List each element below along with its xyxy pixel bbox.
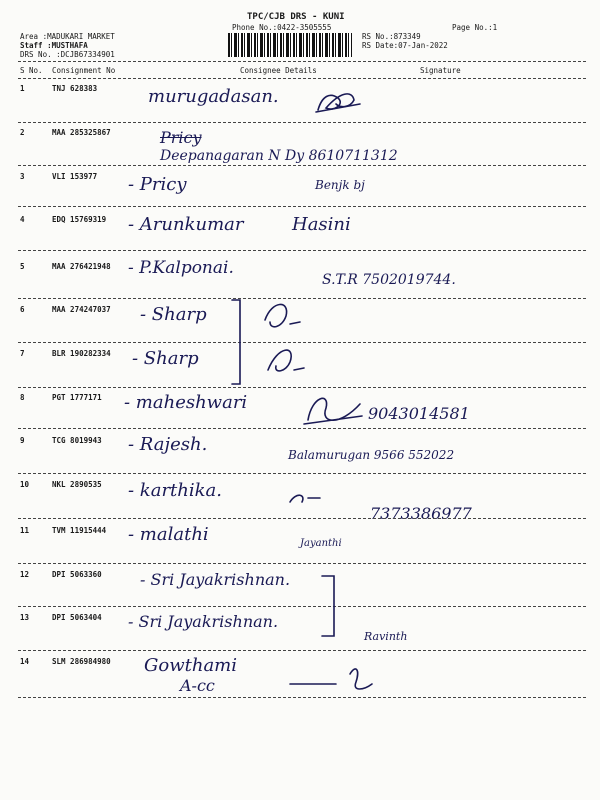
row-sno: 11 xyxy=(20,526,30,535)
row-consignee: - Pricy xyxy=(128,174,187,195)
row-consignment: MAA 285325867 xyxy=(52,128,111,137)
col-consignee: Consignee Details xyxy=(240,66,317,75)
rs-number: RS No.:873349 xyxy=(362,32,421,41)
row-consignee: - Sharp xyxy=(140,304,207,325)
row-consignee: - malathi xyxy=(128,524,209,545)
row-consignee: Pricy xyxy=(160,128,202,147)
rs-date: RS Date:07-Jan-2022 xyxy=(362,41,448,50)
bracket-line xyxy=(322,576,334,636)
row-sno: 7 xyxy=(20,349,25,358)
row-consignment: TNJ 628383 xyxy=(52,84,98,93)
row-consignment: BLR 190282334 xyxy=(52,349,111,358)
row-note: S.T.R 7502019744. xyxy=(322,272,456,288)
row-sno: 5 xyxy=(20,262,25,271)
row-consignee: Gowthami xyxy=(144,655,238,676)
row-consignee: - Sri Jayakrishnan. xyxy=(140,570,291,589)
row-consignment: NKL 2890535 xyxy=(52,480,102,489)
row-consignment: TVM 11915444 xyxy=(52,526,107,535)
row-consignment: MAA 276421948 xyxy=(52,262,111,271)
row-consignee: - Arunkumar xyxy=(128,214,244,235)
row-sno: 14 xyxy=(20,657,30,666)
col-signature: Signature xyxy=(420,66,461,75)
row-consignment: VLI 153977 xyxy=(52,172,98,181)
row-note: Ravinth xyxy=(364,630,408,643)
area-label: Area :MADUKARI MARKET xyxy=(20,32,115,41)
row-note: Hasini xyxy=(292,214,351,235)
row-consignment: DPI 5063360 xyxy=(52,570,102,579)
row-consignee: - maheshwari xyxy=(124,392,248,413)
document-title: TPC/CJB DRS - KUNI xyxy=(247,12,345,22)
row-note: 7373386977 xyxy=(370,504,472,523)
page-number: Page No.:1 xyxy=(452,23,498,32)
row-sno: 3 xyxy=(20,172,25,181)
row-consignment: SLM 286984980 xyxy=(52,657,111,666)
row-sno: 12 xyxy=(20,570,30,579)
signature-7 xyxy=(268,350,304,371)
row-consignee: - Sri Jayakrishnan. xyxy=(128,612,279,631)
row-note: Deepanagaran N Dy 8610711312 xyxy=(160,148,398,164)
row-consignee: - karthika. xyxy=(128,480,222,501)
staff-label: Staff :MUSTHAFA xyxy=(20,41,88,50)
phone-number: Phone No.:0422-3505555 xyxy=(232,23,332,32)
bracket-line xyxy=(232,300,240,384)
row-consignment: MAA 274247037 xyxy=(52,305,111,314)
row-sno: 9 xyxy=(20,436,25,445)
row-note: Jayanthi xyxy=(300,538,342,549)
row-consignee: - Sharp xyxy=(132,348,199,369)
signature-10 xyxy=(290,495,320,502)
row-note: A-cc xyxy=(180,676,215,695)
row-sno: 10 xyxy=(20,480,30,489)
row-note: Balamurugan 9566 552022 xyxy=(288,448,455,462)
row-sno: 8 xyxy=(20,393,25,402)
drs-number: DRS No. :DCJB67334901 xyxy=(20,50,115,59)
row-sno: 6 xyxy=(20,305,25,314)
row-consignment: DPI 5063404 xyxy=(52,613,102,622)
row-consignee: - P.Kalponai. xyxy=(128,258,234,278)
row-consignment: PGT 1777171 xyxy=(52,393,102,402)
row-sno: 2 xyxy=(20,128,25,137)
row-sno: 13 xyxy=(20,613,30,622)
row-note: 9043014581 xyxy=(368,404,470,423)
row-consignment: EDQ 15769319 xyxy=(52,215,107,224)
row-consignee: - Rajesh. xyxy=(128,434,208,455)
row-sno: 1 xyxy=(20,84,25,93)
signature-6 xyxy=(265,304,300,326)
col-consignment: Consignment No xyxy=(52,66,116,75)
row-consignee: murugadasan. xyxy=(148,86,279,107)
col-sno: S No. xyxy=(20,66,43,75)
row-sno: 4 xyxy=(20,215,25,224)
row-note: Benjk bj xyxy=(315,178,365,192)
row-consignment: TCG 8019943 xyxy=(52,436,102,445)
